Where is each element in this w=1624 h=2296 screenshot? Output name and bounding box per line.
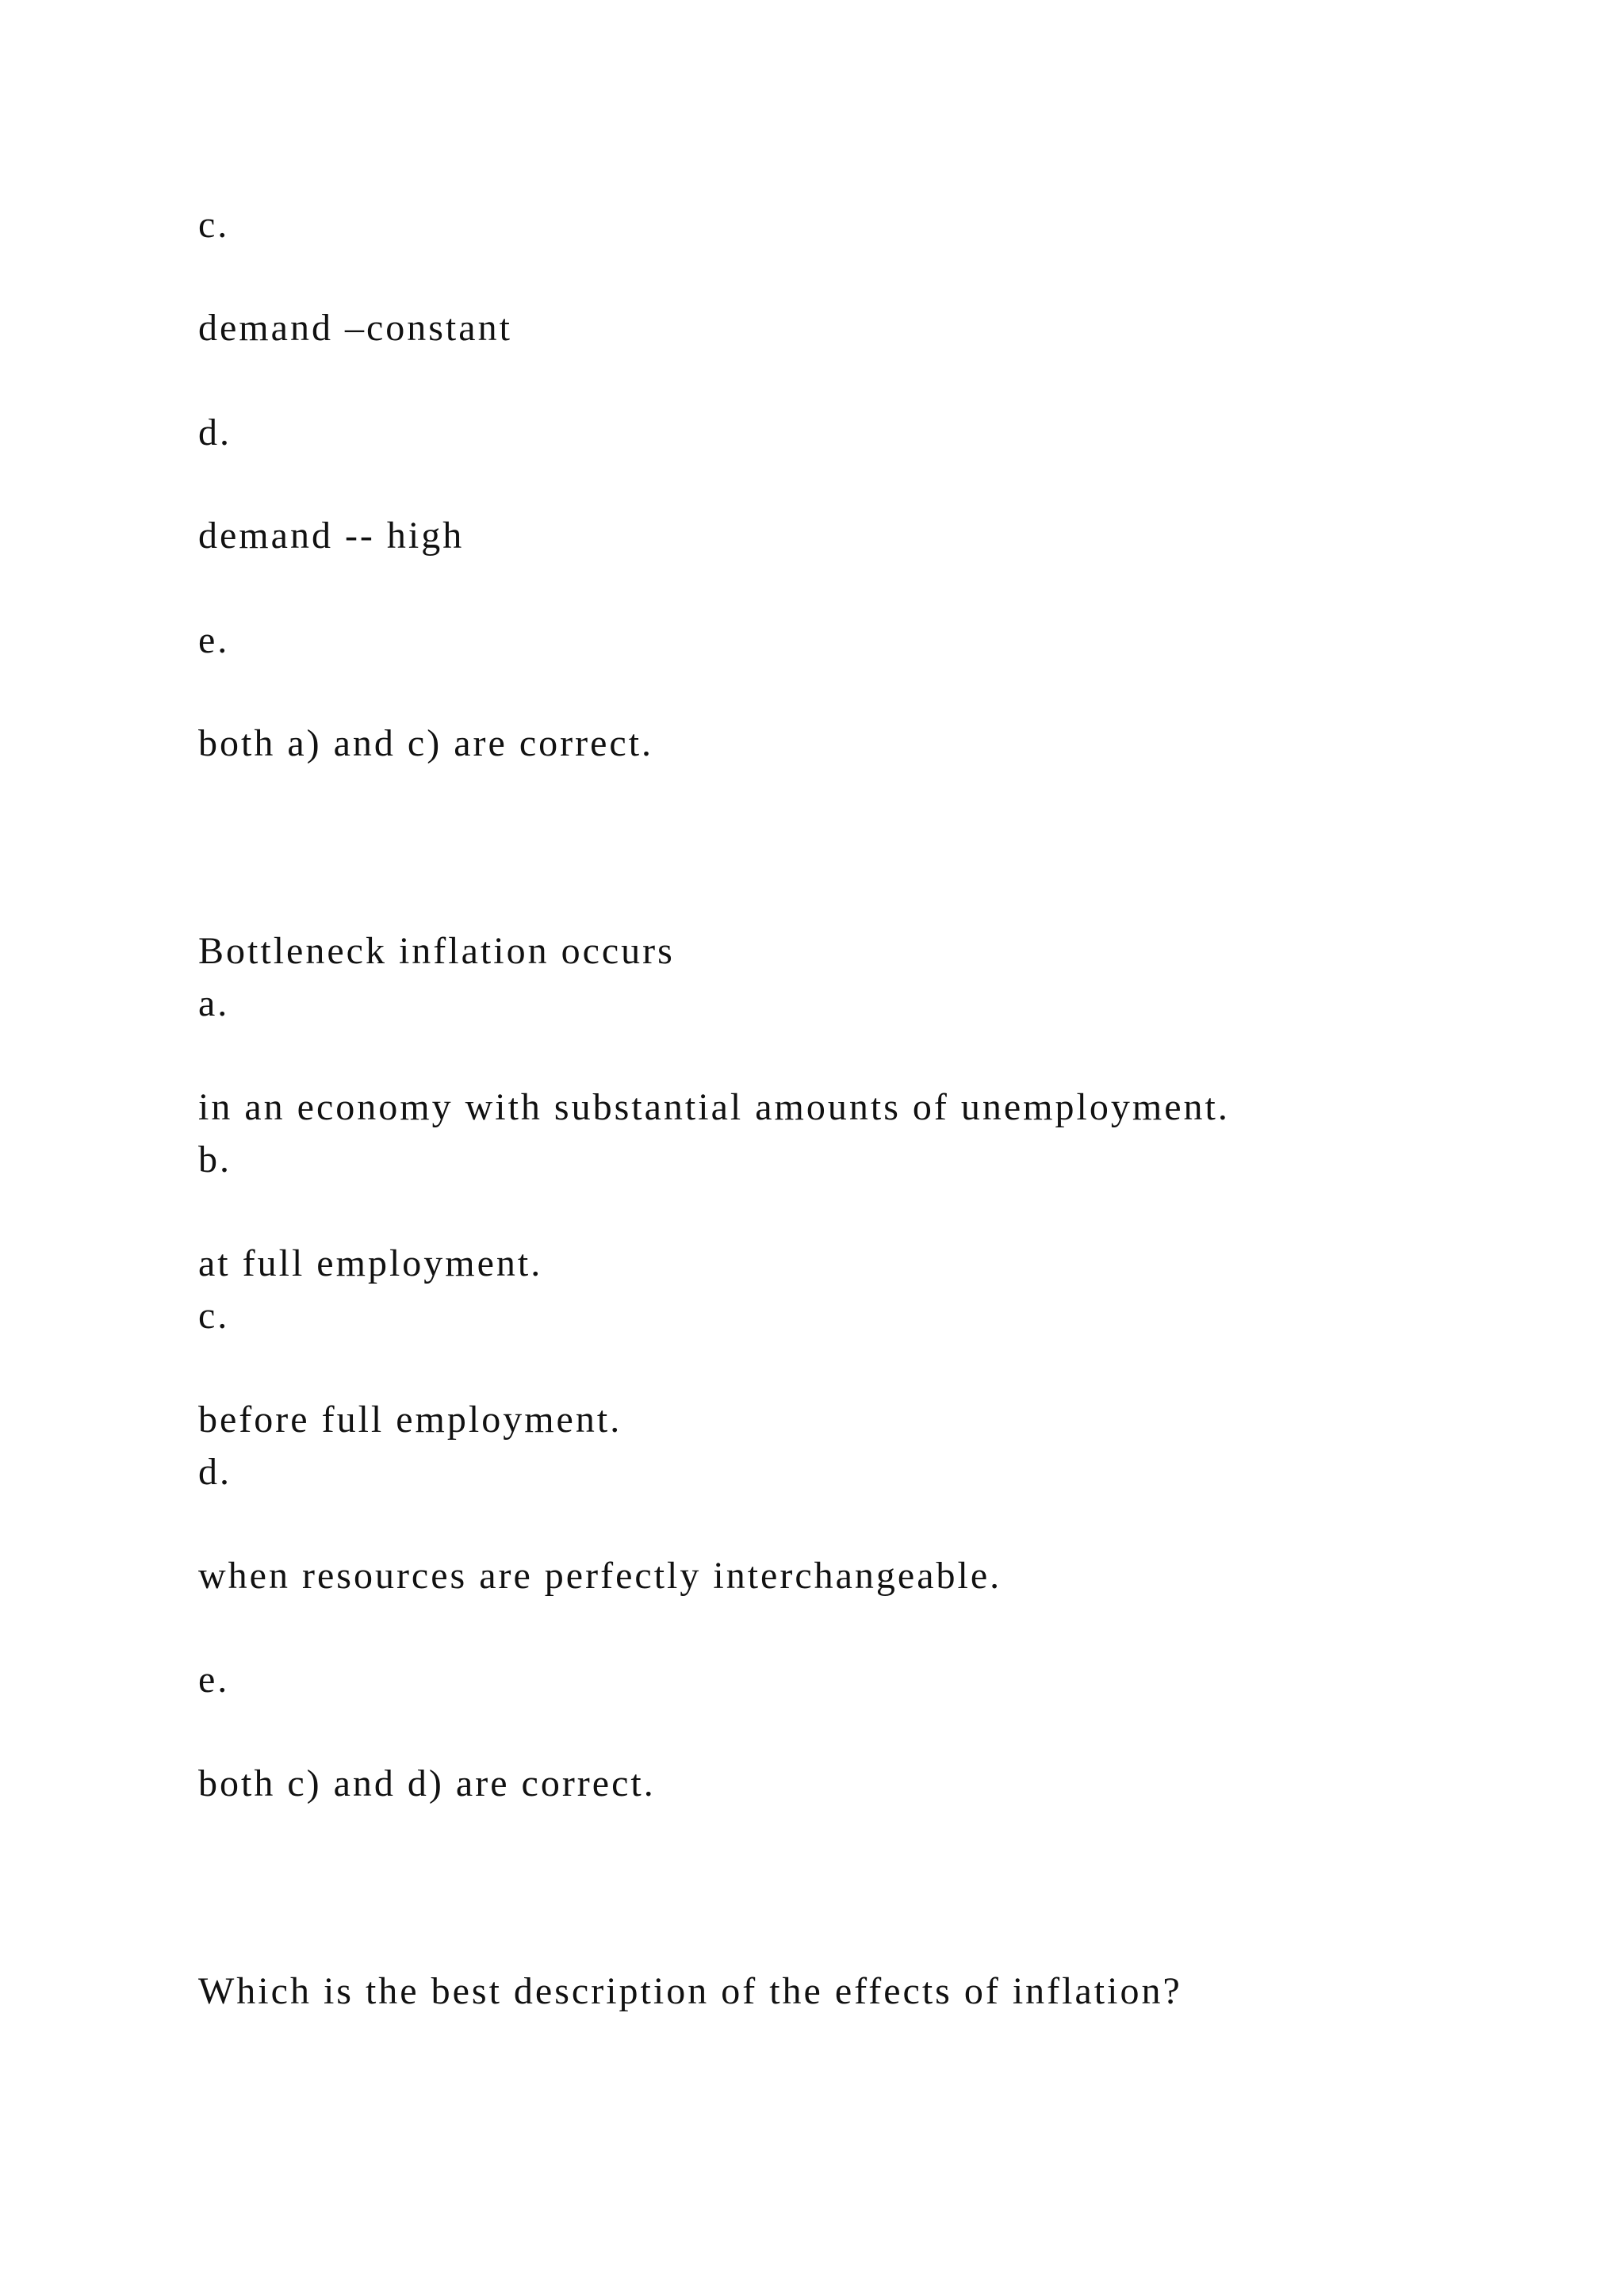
option-text: demand -- high <box>198 515 465 557</box>
option-letter: c. <box>198 204 230 246</box>
option-letter: c. <box>198 1295 230 1337</box>
option-letter: d. <box>198 1451 232 1493</box>
option-text: both c) and d) are correct. <box>198 1762 656 1804</box>
option-text: at full employment. <box>198 1242 543 1284</box>
question-text: Which is the best description of the effects of inflation? <box>198 1970 1182 2012</box>
option-letter: e. <box>198 1659 230 1701</box>
option-letter: d. <box>198 411 232 453</box>
option-text: both a) and c) are correct. <box>198 722 654 764</box>
option-text: when resources are perfectly interchangeable. <box>198 1555 1002 1597</box>
option-text: in an economy with substantial amounts of unemployment. <box>198 1086 1230 1128</box>
option-letter: a. <box>198 982 230 1024</box>
option-letter: e. <box>198 619 230 661</box>
option-text: before full employment. <box>198 1399 622 1441</box>
question-text: Bottleneck inflation occurs <box>198 930 675 972</box>
option-text: demand –constant <box>198 307 512 349</box>
option-letter: b. <box>198 1138 232 1181</box>
